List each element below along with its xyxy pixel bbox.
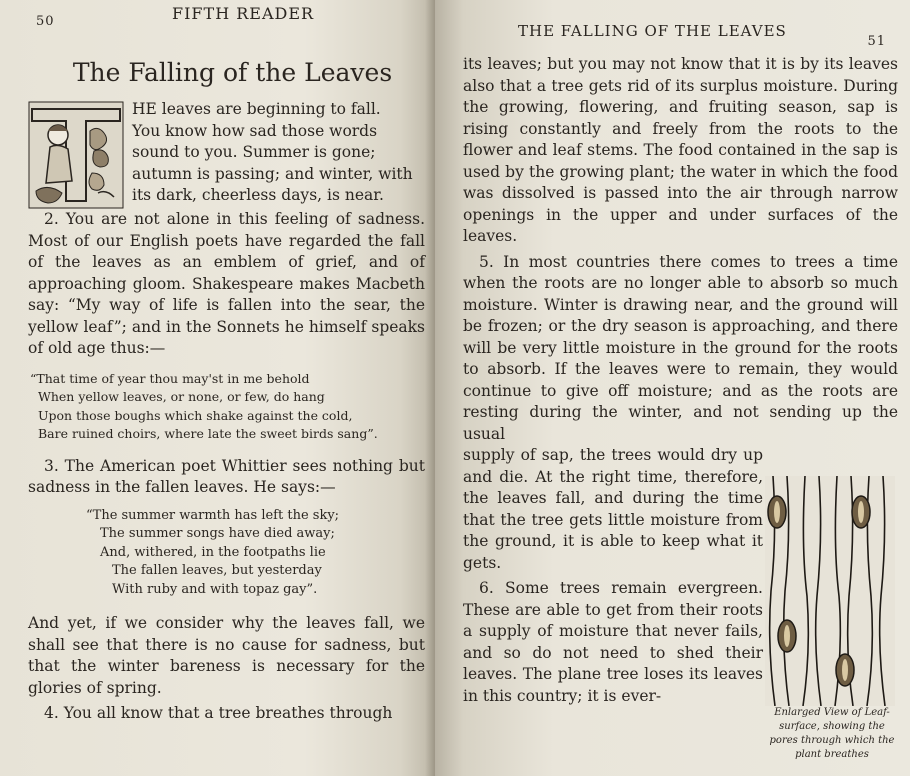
paragraph-3: 3. The American poet Whittier sees nothing but sadness in the fallen leaves. He says:— (28, 456, 425, 496)
paragraph-2: 2. You are not alone in this feeling of sadness. Most of our English poets have regarded the fall of the leaves as an emblem of grief, and of approaching gloom. Shakespeare makes Macbeth say: “My way of life is fallen into the sear, the yellow leaf”; and in the Sonnets he himself speaks of old age thus:— (28, 210, 425, 357)
shakespeare-quote (30, 370, 425, 444)
right-page-number: 51 (867, 34, 886, 49)
left-page-number: 50 (36, 14, 55, 29)
poem2-line-1: “The summer warmth has left the sky; (86, 507, 340, 523)
left-running-head: FIFTH READER (172, 4, 315, 23)
paragraph-6: 6. Some trees remain evergreen. These are able to get from their roots a supply of moisture that never fails, and so do not need to shed their leaves. The plane tree loses its leaves in this country; it is ever- (463, 579, 763, 705)
opening-line-4: autumn is passing; and winter, with (132, 164, 413, 183)
opening-paragraph (28, 99, 425, 207)
poem2-line-3: And, withered, in the footpaths lie (100, 544, 326, 560)
poem2-line-5: With ruby and with topaz gay”. (112, 581, 318, 597)
right-page (435, 0, 910, 776)
decorated-initial-t-illustration (28, 101, 124, 209)
chapter-title: The Falling of the Leaves (72, 58, 393, 87)
paragraph-and-yet: And yet, if we consider why the leaves fall, we shall see that there is no cause for sadness, but that the winter bareness is necessary for the glories of spring. (28, 614, 425, 697)
left-running-header (28, 0, 425, 32)
whittier-quote (86, 507, 425, 600)
poem1-line-4: Bare ruined choirs, where late the sweet birds sang”. (38, 426, 378, 441)
poem1-line-3: Upon those boughs which shake against the cold, (38, 407, 353, 423)
figure-caption: Enlarged View of Leaf-surface, showing the pores through which the plant breathes (769, 707, 895, 760)
opening-line-3: sound to you. Summer is gone; (132, 143, 376, 161)
right-running-head: THE FALLING OF THE LEAVES (518, 22, 787, 40)
opening-line-2: You know how sad those words (132, 121, 378, 140)
poem1-line-2: When yellow leaves, or none, or few, do hang (38, 389, 325, 404)
paragraph-5-narrow: supply of sap, the trees would dry up and die. At the right time, therefore, the leaves fall, and during the time that the tree gets little moisture from the ground, it is able to keep what it gets. (463, 446, 763, 572)
paragraph-4-start: 4. You all know that a tree breathes through (44, 704, 393, 722)
poem1-line-1: “That time of year thou may'st in me behold (30, 370, 310, 386)
poem2-line-2: The summer songs have died away; (100, 526, 335, 541)
left-page (0, 0, 435, 776)
poem2-line-4: The fallen leaves, but yesterday (112, 563, 322, 578)
opening-line-1: HE leaves are beginning to fall. (132, 100, 381, 118)
paragraph-5: 5. In most countries there comes to trees a time when the roots are no longer able to absorb so much moisture. Winter is drawing near, and the ground will be frozen; or the dry season is approaching, and there will be very little moisture in the ground for the roots to absorb. If the leaves were to remain, they would continue to give off moisture; and as the roots are resting during the winter, and not sending up the usual (463, 252, 898, 443)
opening-line-5: its dark, cheerless days, is near. (132, 186, 384, 204)
right-running-header (463, 0, 898, 49)
paragraph-4-continued: its leaves; but you may not know that it is by its leaves also that a tree gets rid of its surplus moisture. During the growing, flowering, and fruiting season, sap is rising constantly and freely from the roots to the flower and leaf stems. The food contained in the sap is used by the growing plant; the water in which the food was dissolved is passed into the air through narrow openings in the upper and under surfaces of the leaves. (463, 55, 898, 245)
leaf-surface-figure (765, 476, 895, 706)
